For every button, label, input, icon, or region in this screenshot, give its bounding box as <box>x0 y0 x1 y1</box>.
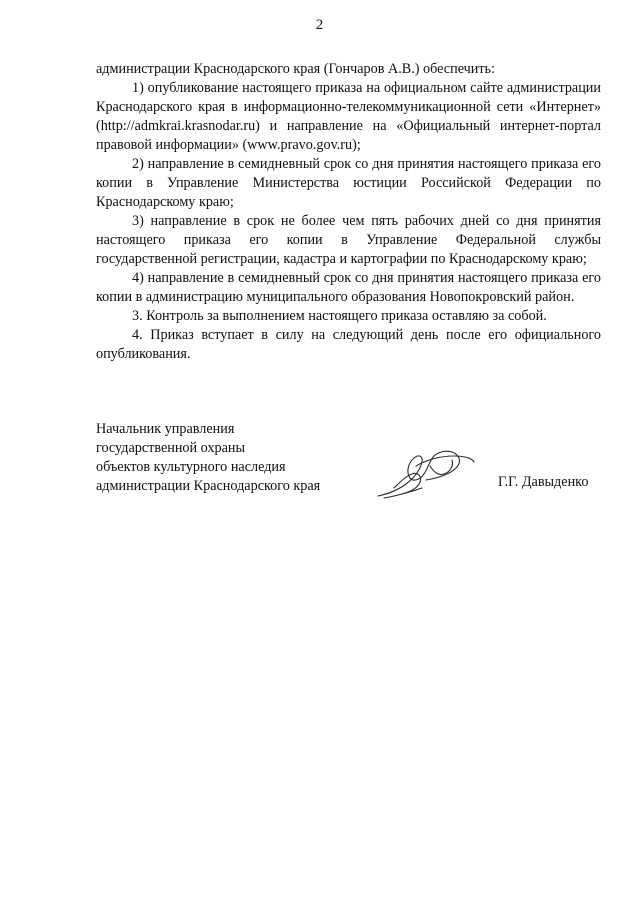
paragraph-effective: 4. Приказ вступает в силу на следующий день после его официального опубликования. <box>96 327 601 362</box>
page-number: 2 <box>315 17 324 33</box>
paragraph-item-2: 2) направление в семидневный срок со дня принятия настоящего приказа его копии в Управление Министерства юстиции Российской Федерации по Краснодарскому краю; <box>96 156 601 210</box>
paragraph-control: 3. Контроль за выполнением настоящего приказа оставляю за собой. <box>132 308 547 324</box>
signatory-title-line: Начальник управления <box>96 421 235 437</box>
handwritten-signature-icon <box>376 444 476 500</box>
signatory-name: Г.Г. Давыденко <box>498 474 589 490</box>
signatory-title-line: администрации Краснодарского края <box>96 478 321 494</box>
paragraph-item-3: 3) направление в срок не более чем пять рабочих дней со дня принятия настоящего приказа его копии в Управление Федеральной службы государственной регистрации, кадастра и картографии по Краснодарскому краю; <box>96 213 601 267</box>
paragraph-item-4: 4) направление в семидневный срок со дня принятия настоящего приказа его копии в администрацию муниципального образования Новопокровский район. <box>96 270 601 305</box>
paragraph-item-1: 1) опубликование настоящего приказа на официальном сайте администрации Краснодарского края в информационно-телекоммуникационной сети «Интернет» (http://admkrai.krasnodar.ru) и направление на «Официальный интернет-портал правовой информации» (www.pravo.gov.ru); <box>96 80 601 153</box>
paragraph-intro: администрации Краснодарского края (Гончаров А.В.) обеспечить: <box>96 61 495 77</box>
signatory-title-line: государственной охраны <box>96 440 246 456</box>
signature-block <box>96 420 601 510</box>
document-body <box>96 60 601 364</box>
signatory-title-line: объектов культурного наследия <box>96 459 286 475</box>
